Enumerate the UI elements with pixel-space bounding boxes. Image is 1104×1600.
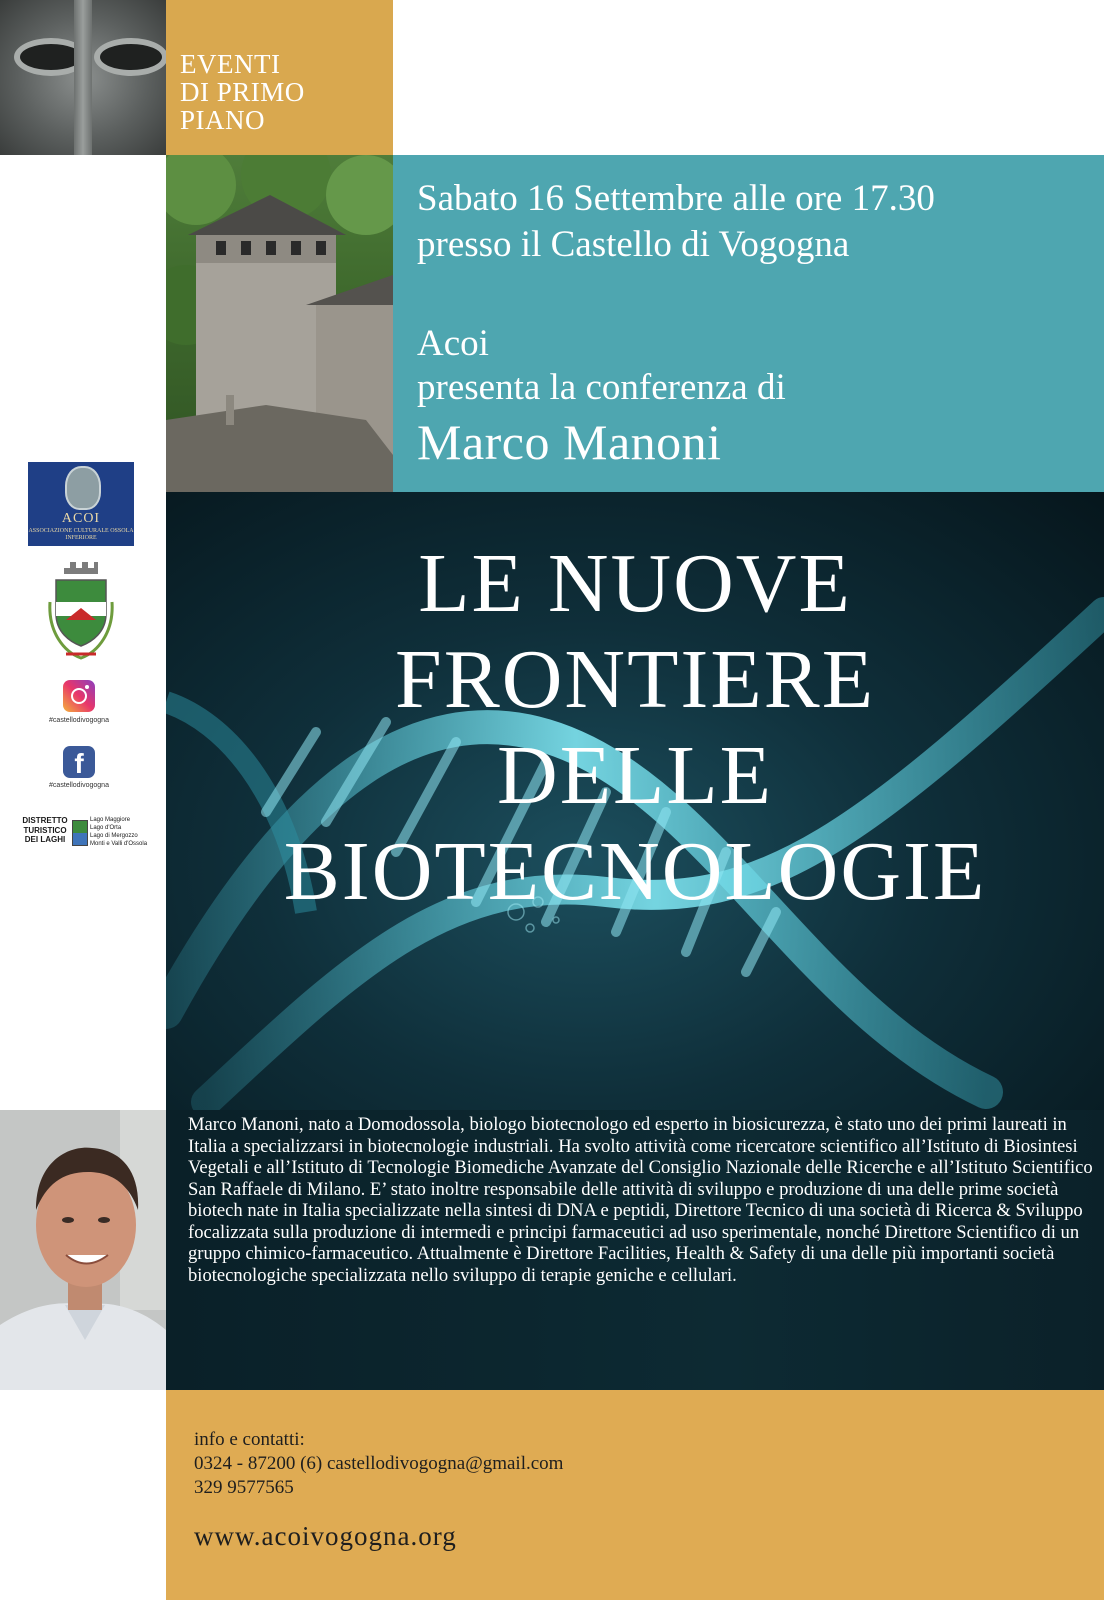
mask-icon [65,466,101,510]
event-date: Sabato 16 Settembre alle ore 17.30 [417,178,935,219]
footer-gold-block [166,1390,1104,1600]
event-venue: presso il Castello di Vogogna [417,224,850,265]
main-title-line: LE NUOVE [418,537,852,630]
stone-face-image [0,0,166,155]
event-presenter: Acoi [417,323,489,364]
district-label-line: DISTRETTO [22,816,68,825]
event-presents-line: presenta la conferenza di [417,367,786,408]
acoi-logo [28,462,134,546]
section-label-line: PIANO [180,105,266,135]
castle-photo [166,155,393,492]
speaker-name: Marco Manoni [417,414,722,470]
section-label-line: DI PRIMO [180,77,305,107]
website-link[interactable]: www.acoivogogna.org [194,1521,457,1551]
district-lakes-list [90,816,160,848]
instagram-handle: #castellodivogogna [49,717,109,724]
district-lake-item: Monti e Valli d'Ossola [90,841,148,847]
district-emblem-icon [72,820,88,846]
section-label [180,50,380,134]
facebook-icon[interactable]: f [63,746,95,778]
main-title [166,536,1104,920]
coat-of-arms-icon [46,562,116,662]
speaker-portrait [0,1110,166,1390]
acoi-logo-text: ACOI [61,511,101,526]
district-lake-item: Lago Maggiore [90,817,131,823]
contacts-label: info e contatti: [194,1429,305,1450]
event-info-panel [393,155,1104,492]
facebook-handle: #castellodivogogna [49,782,109,789]
main-title-line: DELLE [497,729,773,822]
instagram-icon[interactable] [63,680,95,712]
district-label [20,816,70,845]
contact-phone-2: 329 9577565 [194,1477,294,1498]
speaker-bio: Marco Manoni, nato a Domodossola, biologo biotecnologo ed esperto in biosicurezza, è stato uno dei primi laureati in Italia a specializzarsi in biotecnologie industriali. Ha svolto attività come ricercatore scientifico all’Istituto di Biosintesi Vegetali e all’Istituto di Tecnologie Biomediche Avanzate del Consiglio Nazionale delle Ricerche e all’Istituto Scientifico San Raffaele di Milano. E’ stato inoltre responsabile delle attività di sviluppo e produzione di una delle prime società biotech nate in Italia specializzate nella sintesi di DNA e peptidi, Direttore Tecnico di una società di Ricerca & Sviluppo focalizzata sulla produzione di intermedi e principi farmaceutici ad uso sperimentale, nonché Direttore Scientifico di un gruppo chimico-farmaceutico. Attualmente è Direttore Facilities, Health & Safety di una delle più importanti società biotecnologiche specializzata nello sviluppo di terapie geniche e cellulari. [188,1114,1093,1286]
main-title-line: BIOTECNOLOGIE [283,825,987,918]
district-lake-item: Lago di Mergozzo [90,833,138,839]
main-title-line: FRONTIERE [395,633,875,726]
section-label-line: EVENTI [180,49,281,79]
district-label-line: DEI LAGHI [24,835,66,844]
acoi-logo-subtitle: ASSOCIAZIONE CULTURALE OSSOLA INFERIORE [28,528,134,541]
district-lake-item: Lago d'Orta [90,825,122,831]
district-label-line: TURISTICO [23,825,67,835]
contact-phone-email: 0324 - 87200 (6) castellodivogogna@gmail.com [194,1453,564,1474]
